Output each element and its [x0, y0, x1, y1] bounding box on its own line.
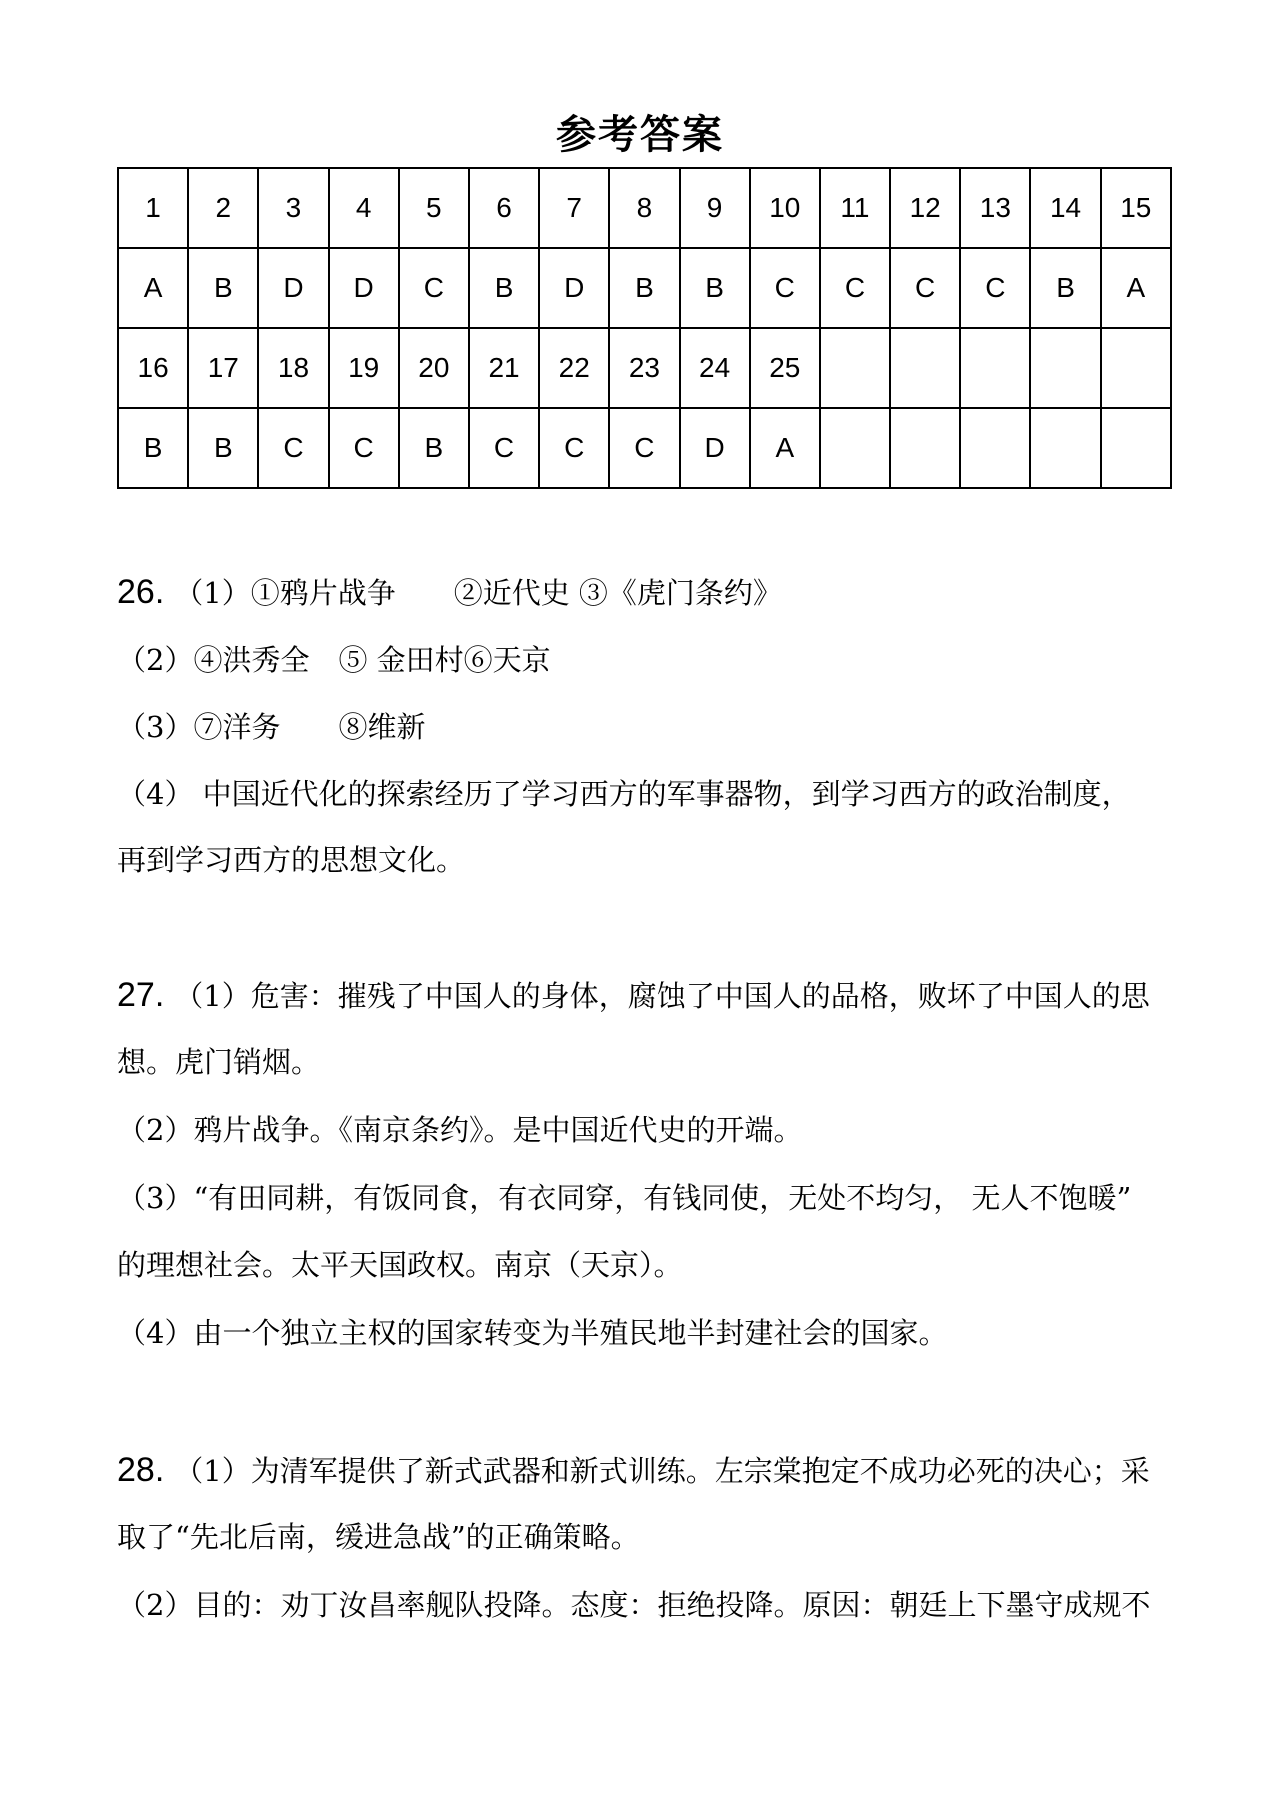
- q28-line-1: [117, 1450, 1150, 1491]
- q27-line-5: 的理想社会。太平天国政权。南京（天京）。: [117, 1248, 683, 1282]
- answer-cell: C: [399, 248, 469, 328]
- answer-cell: C: [329, 408, 399, 488]
- answer-cell: D: [680, 408, 750, 488]
- q26-part-1: （1）①鸦片战争 ②近代史 ③《虎门条约》: [174, 576, 782, 610]
- question-number-cell: 22: [539, 328, 609, 408]
- question-number-cell: 20: [399, 328, 469, 408]
- answer-cell: [890, 408, 960, 488]
- answer-cell: A: [118, 248, 188, 328]
- q27-number: 27.: [117, 976, 165, 1014]
- question-number-cell: 16: [118, 328, 188, 408]
- question-number-cell: [960, 328, 1030, 408]
- q28-number: 28.: [117, 1451, 165, 1489]
- answer-cell: D: [539, 248, 609, 328]
- q27-line-1: [117, 975, 1150, 1016]
- question-number-cell: 12: [890, 168, 960, 248]
- answer-cell: B: [680, 248, 750, 328]
- q27-part-1: （1）危害：摧残了中国人的身体，腐蚀了中国人的品格，败坏了中国人的思: [174, 979, 1150, 1013]
- question-number-cell: 4: [329, 168, 399, 248]
- question-number-cell: 11: [820, 168, 890, 248]
- answer-row: [118, 248, 1171, 328]
- page-title: 参考答案: [556, 112, 724, 158]
- answer-cell: B: [188, 248, 258, 328]
- q26-line-1: [117, 572, 782, 613]
- question-number-cell: 1: [118, 168, 188, 248]
- question-number-cell: 23: [609, 328, 679, 408]
- question-number-row: [118, 168, 1171, 248]
- answer-cell: A: [1101, 248, 1171, 328]
- q27-line-2: 想。虎门销烟。: [117, 1045, 321, 1079]
- question-number-cell: 9: [680, 168, 750, 248]
- answer-cell: B: [399, 408, 469, 488]
- question-number-cell: 25: [750, 328, 820, 408]
- q27-line-6: （4）由一个独立主权的国家转变为半殖民地半封建社会的国家。: [117, 1316, 948, 1350]
- question-number-cell: 8: [609, 168, 679, 248]
- question-number-cell: 18: [258, 328, 328, 408]
- question-number-cell: 15: [1101, 168, 1171, 248]
- question-number-cell: 6: [469, 168, 539, 248]
- answer-cell: D: [329, 248, 399, 328]
- question-number-cell: 13: [960, 168, 1030, 248]
- q28-line-2: 取了“先北后南，缓进急战”的正确策略。: [117, 1520, 640, 1554]
- question-number-cell: 5: [399, 168, 469, 248]
- answer-cell: C: [258, 408, 328, 488]
- q26-number: 26.: [117, 573, 165, 611]
- answer-row: [118, 408, 1171, 488]
- question-number-cell: 19: [329, 328, 399, 408]
- answer-cell: B: [469, 248, 539, 328]
- question-number-cell: [1030, 328, 1100, 408]
- question-number-cell: 17: [188, 328, 258, 408]
- question-number-cell: 21: [469, 328, 539, 408]
- answer-cell: B: [118, 408, 188, 488]
- answer-cell: D: [258, 248, 328, 328]
- answer-cell: A: [750, 408, 820, 488]
- q28-line-3: （2）目的：劝丁汝昌率舰队投降。态度：拒绝投降。原因：朝廷上下墨守成规不: [117, 1588, 1151, 1622]
- question-number-cell: [820, 328, 890, 408]
- q26-line-4: （4） 中国近代化的探索经历了学习西方的军事器物，到学习西方的政治制度，: [117, 777, 1131, 811]
- answer-cell: C: [820, 248, 890, 328]
- answer-cell: B: [609, 248, 679, 328]
- question-number-cell: [1101, 328, 1171, 408]
- answer-cell: C: [469, 408, 539, 488]
- answer-cell: C: [960, 248, 1030, 328]
- question-number-cell: 2: [188, 168, 258, 248]
- question-number-cell: 24: [680, 328, 750, 408]
- question-number-row: [118, 328, 1171, 408]
- q26-line-5: 再到学习西方的思想文化。: [117, 843, 466, 877]
- answer-cell: [1101, 408, 1171, 488]
- question-number-cell: 10: [750, 168, 820, 248]
- answer-cell: C: [750, 248, 820, 328]
- question-number-cell: 3: [258, 168, 328, 248]
- q27-line-3: （2）鸦片战争。《南京条约》。是中国近代史的开端。: [117, 1113, 803, 1147]
- question-number-cell: 7: [539, 168, 609, 248]
- question-number-cell: [890, 328, 960, 408]
- answer-cell: [1030, 408, 1100, 488]
- answer-cell: C: [890, 248, 960, 328]
- answer-cell: C: [539, 408, 609, 488]
- answer-cell: B: [1030, 248, 1100, 328]
- answer-cell: B: [188, 408, 258, 488]
- q26-line-2: （2）④洪秀全 ⑤ 金田村⑥天京: [117, 643, 551, 677]
- answer-cell: C: [609, 408, 679, 488]
- answer-cell: [820, 408, 890, 488]
- q26-line-3: （3）⑦洋务 ⑧维新: [117, 710, 426, 744]
- answer-table: [117, 167, 1172, 489]
- answer-cell: [960, 408, 1030, 488]
- q28-part-1: （1）为清军提供了新式武器和新式训练。左宗棠抱定不成功必死的决心；采: [174, 1454, 1150, 1488]
- q27-line-4: （3）“有田同耕，有饭同食，有衣同穿，有钱同使，无处不均匀， 无人不饱暖”: [117, 1181, 1132, 1215]
- question-number-cell: 14: [1030, 168, 1100, 248]
